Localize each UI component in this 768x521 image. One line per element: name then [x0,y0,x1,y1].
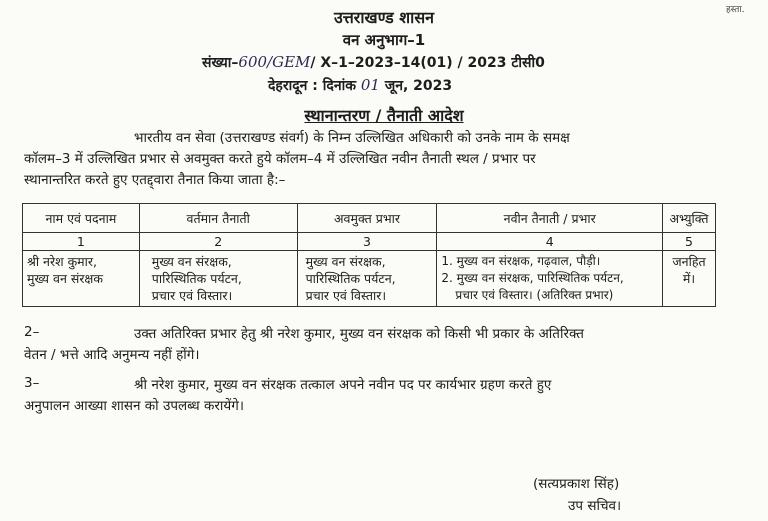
header-relieved-charge: अवमुक्त प्रभार [297,204,437,233]
intro-line-3: स्थानान्तरित करते हुए एतद्द्वारा तैनात किया जाता है:– [24,172,286,188]
cell-line: प्रचार एवं विस्तार। (अतिरिक्त प्रभार) [455,288,614,302]
para-3-number: 3– [24,375,40,391]
para-2-line-2: वेतन / भत्ते आदि अनुमन्य नहीं होंगे। [24,347,200,363]
cell-line: पारिस्थितिक पर्यटन, [151,271,242,286]
header-remarks: अभ्युक्ति [662,204,715,233]
cell-line: में। [682,271,696,286]
date-handwritten: 01 [360,76,380,94]
header-current-posting: वर्तमान तैनाती [139,204,297,233]
corner-mark: हस्ता. [726,5,745,15]
header-new-posting: नवीन तैनाती / प्रभार [437,204,663,233]
para-3 [24,375,718,417]
cell-line: मुख्य वन संरक्षक, [305,254,386,269]
cell-line: पारिस्थितिक पर्यटन, [305,271,396,286]
column-number: 3 [297,233,437,251]
cell-current-posting [139,251,297,307]
column-number: 1 [23,233,140,251]
para-3-line-2: अनुपालन आख्या शासन को उपलब्ध करायेंगे। [24,398,244,414]
column-number: 5 [662,233,715,251]
intro-line-1: भारतीय वन सेवा (उत्तराखण्ड संवर्ग) के निम्न उल्लिखित अधिकारी को उनके नाम के समक्ष [134,130,570,146]
table-number-row [23,233,716,251]
para-3-line-1: श्री नरेश कुमार, मुख्य वन संरक्षक तत्काल अपने नवीन पद पर कार्यभार ग्रहण करते हुए [134,377,552,393]
cell-line: प्रचार एवं विस्तार। [305,288,387,303]
cell-name-designation [23,251,140,307]
cell-line: 1. मुख्य वन संरक्षक, गढ़वाल, पौड़ी। [441,254,601,268]
intro-paragraph [24,128,718,191]
signatory-name: (सत्यप्रकाश सिंह) [533,476,620,492]
column-number: 4 [437,233,663,251]
date-suffix: जून, 2023 [384,78,453,94]
posting-table [22,203,716,307]
ref-handwritten: 600/GEM [238,53,311,71]
cell-line: मुख्य वन संरक्षक [27,271,103,286]
signatory-designation: उप सचिव। [568,498,622,514]
column-number: 2 [139,233,297,251]
cell-relieved-charge [297,251,437,307]
header-name-designation: नाम एवं पदनाम [23,204,140,233]
para-2-number: 2– [24,324,40,340]
ref-prefix: संख्या– [202,55,239,71]
reference-number [202,53,545,72]
subject-heading: स्थानान्तरण / तैनाती आदेश [304,106,464,125]
intro-line-2: कॉलम–3 में उल्लिखित प्रभार से अवमुक्त करते हुये कॉलम–4 में उल्लिखित नवीन तैनाती स्थल / प्रभार पर [24,151,536,167]
cell-line: मुख्य वन संरक्षक, [151,254,232,269]
cell-line: जनहित [672,254,706,269]
cell-line: प्रचार एवं विस्तार। [151,288,233,303]
cell-line: श्री नरेश कुमार, [27,254,97,269]
cell-remarks [662,251,715,307]
ref-suffix: / X–1–2023–14(01) / 2023 टीसी0 [310,55,545,71]
table-row [23,251,716,307]
cell-line: 2. मुख्य वन संरक्षक, पारिस्थितिक पर्यटन, [441,271,624,285]
cell-new-posting [437,251,663,307]
date-prefix: देहरादून : दिनांक [268,78,356,94]
government-title: उत्तराखण्ड शासन [333,8,435,27]
para-2-line-1: उक्त अतिरिक्त प्रभार हेतु श्री नरेश कुमार, मुख्य वन संरक्षक को किसी भी प्रकार के अतिरिक्त [134,326,584,342]
section-title: वन अनुभाग–1 [342,31,426,49]
date-line [268,76,452,95]
para-2 [24,324,718,366]
table-header-row [23,204,716,233]
